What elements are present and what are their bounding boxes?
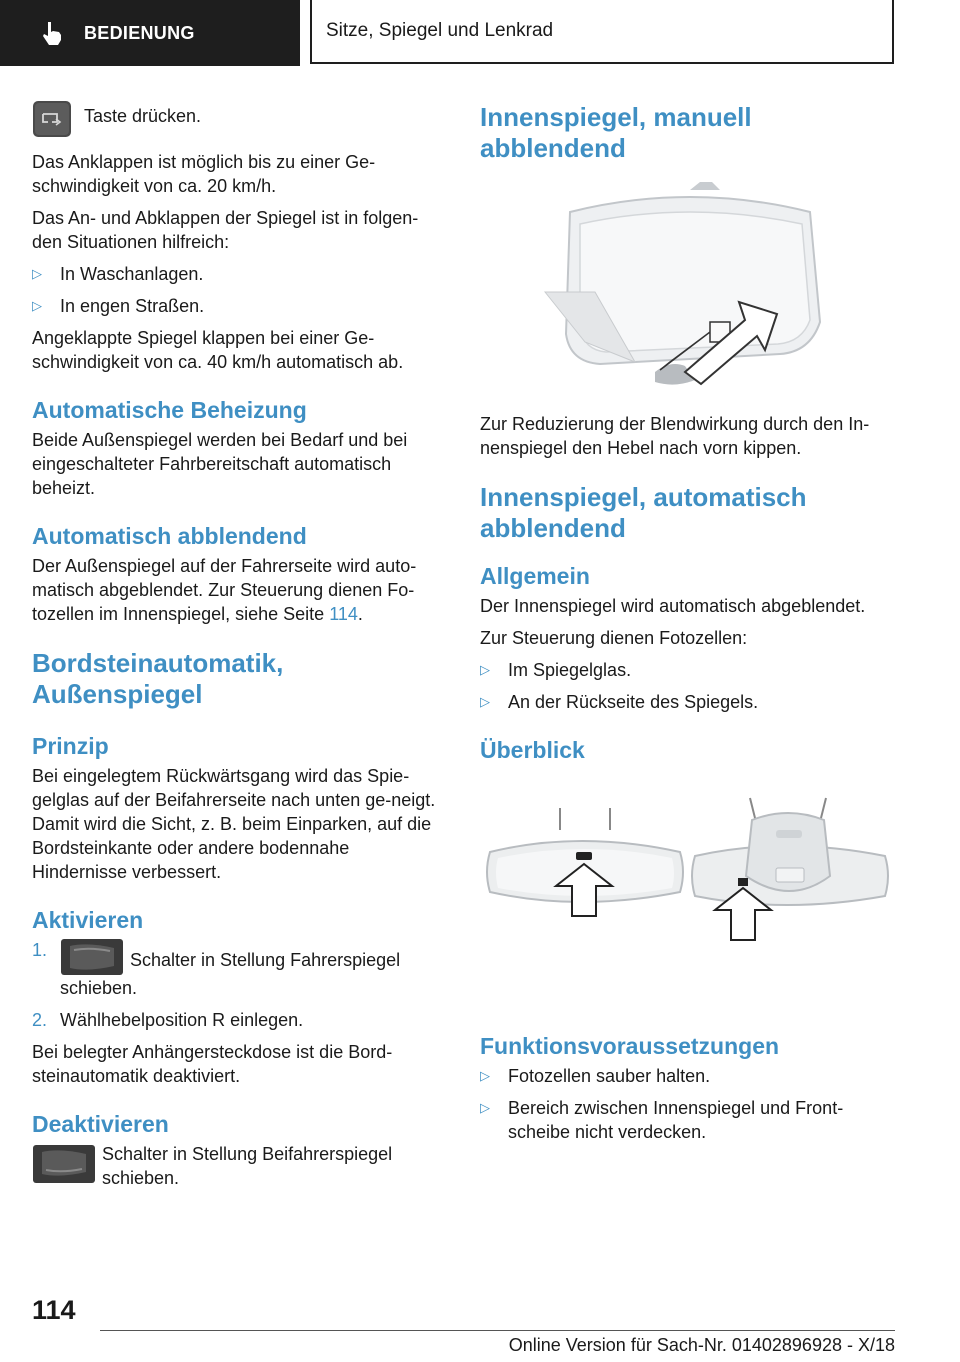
right-column xyxy=(480,100,900,1152)
heading-automatisch: Innenspiegel, automatisch abblendend xyxy=(480,482,807,543)
bullet-triangle-icon: ▷ xyxy=(32,266,42,281)
heading-funktion: Funktionsvoraussetzungen xyxy=(480,1033,780,1059)
section-tab[interactable] xyxy=(0,0,300,66)
list-item-text: Im Spiegelglas. xyxy=(508,660,632,680)
paragraph-end: . xyxy=(357,604,363,624)
step-text: Schalter in Stellung Fahrerspiegel schieben. xyxy=(60,950,401,998)
step-item xyxy=(32,1008,448,1032)
heading-aktivieren: Aktivieren xyxy=(32,907,144,933)
heading-ueberblick: Überblick xyxy=(480,737,585,763)
list-item-text: In engen Straßen. xyxy=(60,296,205,316)
paragraph: Bei belegter Anhängersteckdose ist die Bord‐steinautomatik deaktiviert. xyxy=(32,1042,393,1086)
footer-text: Online Version für Sach-Nr. 01402896928 - X/18 xyxy=(508,1335,895,1355)
heading-abblendend: Automatisch abblendend xyxy=(32,523,307,549)
paragraph: Schalter in Stellung Beifahrerspiegel schieben. xyxy=(102,1144,393,1188)
paragraph: Zur Reduzierung der Blendwirkung durch den In‐nenspiegel den Hebel nach vorn kippen. xyxy=(480,414,870,458)
heading-beheizung: Automatische Beheizung xyxy=(32,397,307,423)
bullet-triangle-icon: ▷ xyxy=(480,662,490,677)
left-column xyxy=(32,100,448,1210)
hand-pointer-icon xyxy=(40,20,66,46)
bullet-triangle-icon: ▷ xyxy=(480,1068,490,1083)
photocell-overview-illustration xyxy=(480,768,900,988)
heading-deaktivieren: Deaktivieren xyxy=(32,1111,169,1137)
mirror-lever-illustration xyxy=(480,172,900,402)
paragraph: Das Anklappen ist möglich bis zu einer Ge‐schwindigkeit von ca. 20 km/h. xyxy=(32,152,376,196)
list-item xyxy=(480,1096,900,1144)
list-item-text: Fotozellen sauber halten. xyxy=(508,1066,711,1086)
fold-button-row xyxy=(32,100,448,138)
paragraph: Bei eingelegtem Rückwärtsgang wird das Spie‐gelglas auf der Beifahrerseite nach unten ge‐neigt. Damit wird die Sicht, z. B. beim Einparken, auf die Bordsteinkante oder andere bodennahe Hindernisse verbessert. xyxy=(32,766,436,882)
paragraph: Beide Außenspiegel werden bei Bedarf und bei eingeschalteter Fahrbereitschaft automatisch beheizt. xyxy=(32,430,408,498)
paragraph xyxy=(32,554,448,626)
section-label: BEDIENUNG xyxy=(84,23,195,43)
taste-text: Taste drücken. xyxy=(84,106,202,126)
heading-bordstein: Bordsteinautomatik, Außenspiegel xyxy=(32,648,284,709)
page-number: 114 xyxy=(32,1295,76,1325)
bullet-triangle-icon: ▷ xyxy=(480,694,490,709)
list-item xyxy=(480,658,900,682)
list-item xyxy=(480,690,900,714)
page-link[interactable]: 114 xyxy=(329,604,358,624)
paragraph: Zur Steuerung dienen Fotozellen: xyxy=(480,628,748,648)
step-text: Wählhebelposition R einlegen. xyxy=(60,1010,304,1030)
mirror-fold-button-icon xyxy=(32,100,72,138)
rocker-switch-icon xyxy=(32,1144,96,1184)
chapter-title: Sitze, Spiegel und Lenkrad xyxy=(326,20,554,41)
step-item xyxy=(32,938,448,1000)
heading-prinzip: Prinzip xyxy=(32,733,109,759)
list-item xyxy=(480,1064,900,1088)
paragraph-text: Der Außenspiegel auf der Fahrerseite wird auto‐matisch abgeblendet. Zur Steuerung dienen Fo‐tozellen im Innenspiegel, siehe Seite xyxy=(32,556,417,624)
rocker-switch-icon xyxy=(60,938,124,976)
list-item-text: Bereich zwischen Innenspiegel und Front‐scheibe nicht verdecken. xyxy=(508,1098,844,1142)
step-number: 1. xyxy=(32,940,48,960)
paragraph: Der Innenspiegel wird automatisch abgeblendet. xyxy=(480,596,866,616)
list-item-text: In Waschanlagen. xyxy=(60,264,204,284)
heading-allgemein: Allgemein xyxy=(480,563,590,589)
bullet-triangle-icon: ▷ xyxy=(480,1100,490,1115)
bullet-triangle-icon: ▷ xyxy=(32,298,42,313)
paragraph: Das An- und Abklappen der Spiegel ist in folgen‐den Situationen hilfreich: xyxy=(32,208,419,252)
footer-divider xyxy=(100,1330,895,1331)
heading-manuell: Innenspiegel, manuell abblendend xyxy=(480,102,752,163)
step-number: 2. xyxy=(32,1010,48,1030)
list-item xyxy=(32,262,448,286)
chapter-title-box xyxy=(310,0,894,64)
list-item xyxy=(32,294,448,318)
deaktivieren-row xyxy=(32,1142,448,1198)
list-item-text: An der Rückseite des Spiegels. xyxy=(508,692,759,712)
paragraph: Angeklappte Spiegel klappen bei einer Ge‐schwindigkeit von ca. 40 km/h automatisch ab. xyxy=(32,328,404,372)
